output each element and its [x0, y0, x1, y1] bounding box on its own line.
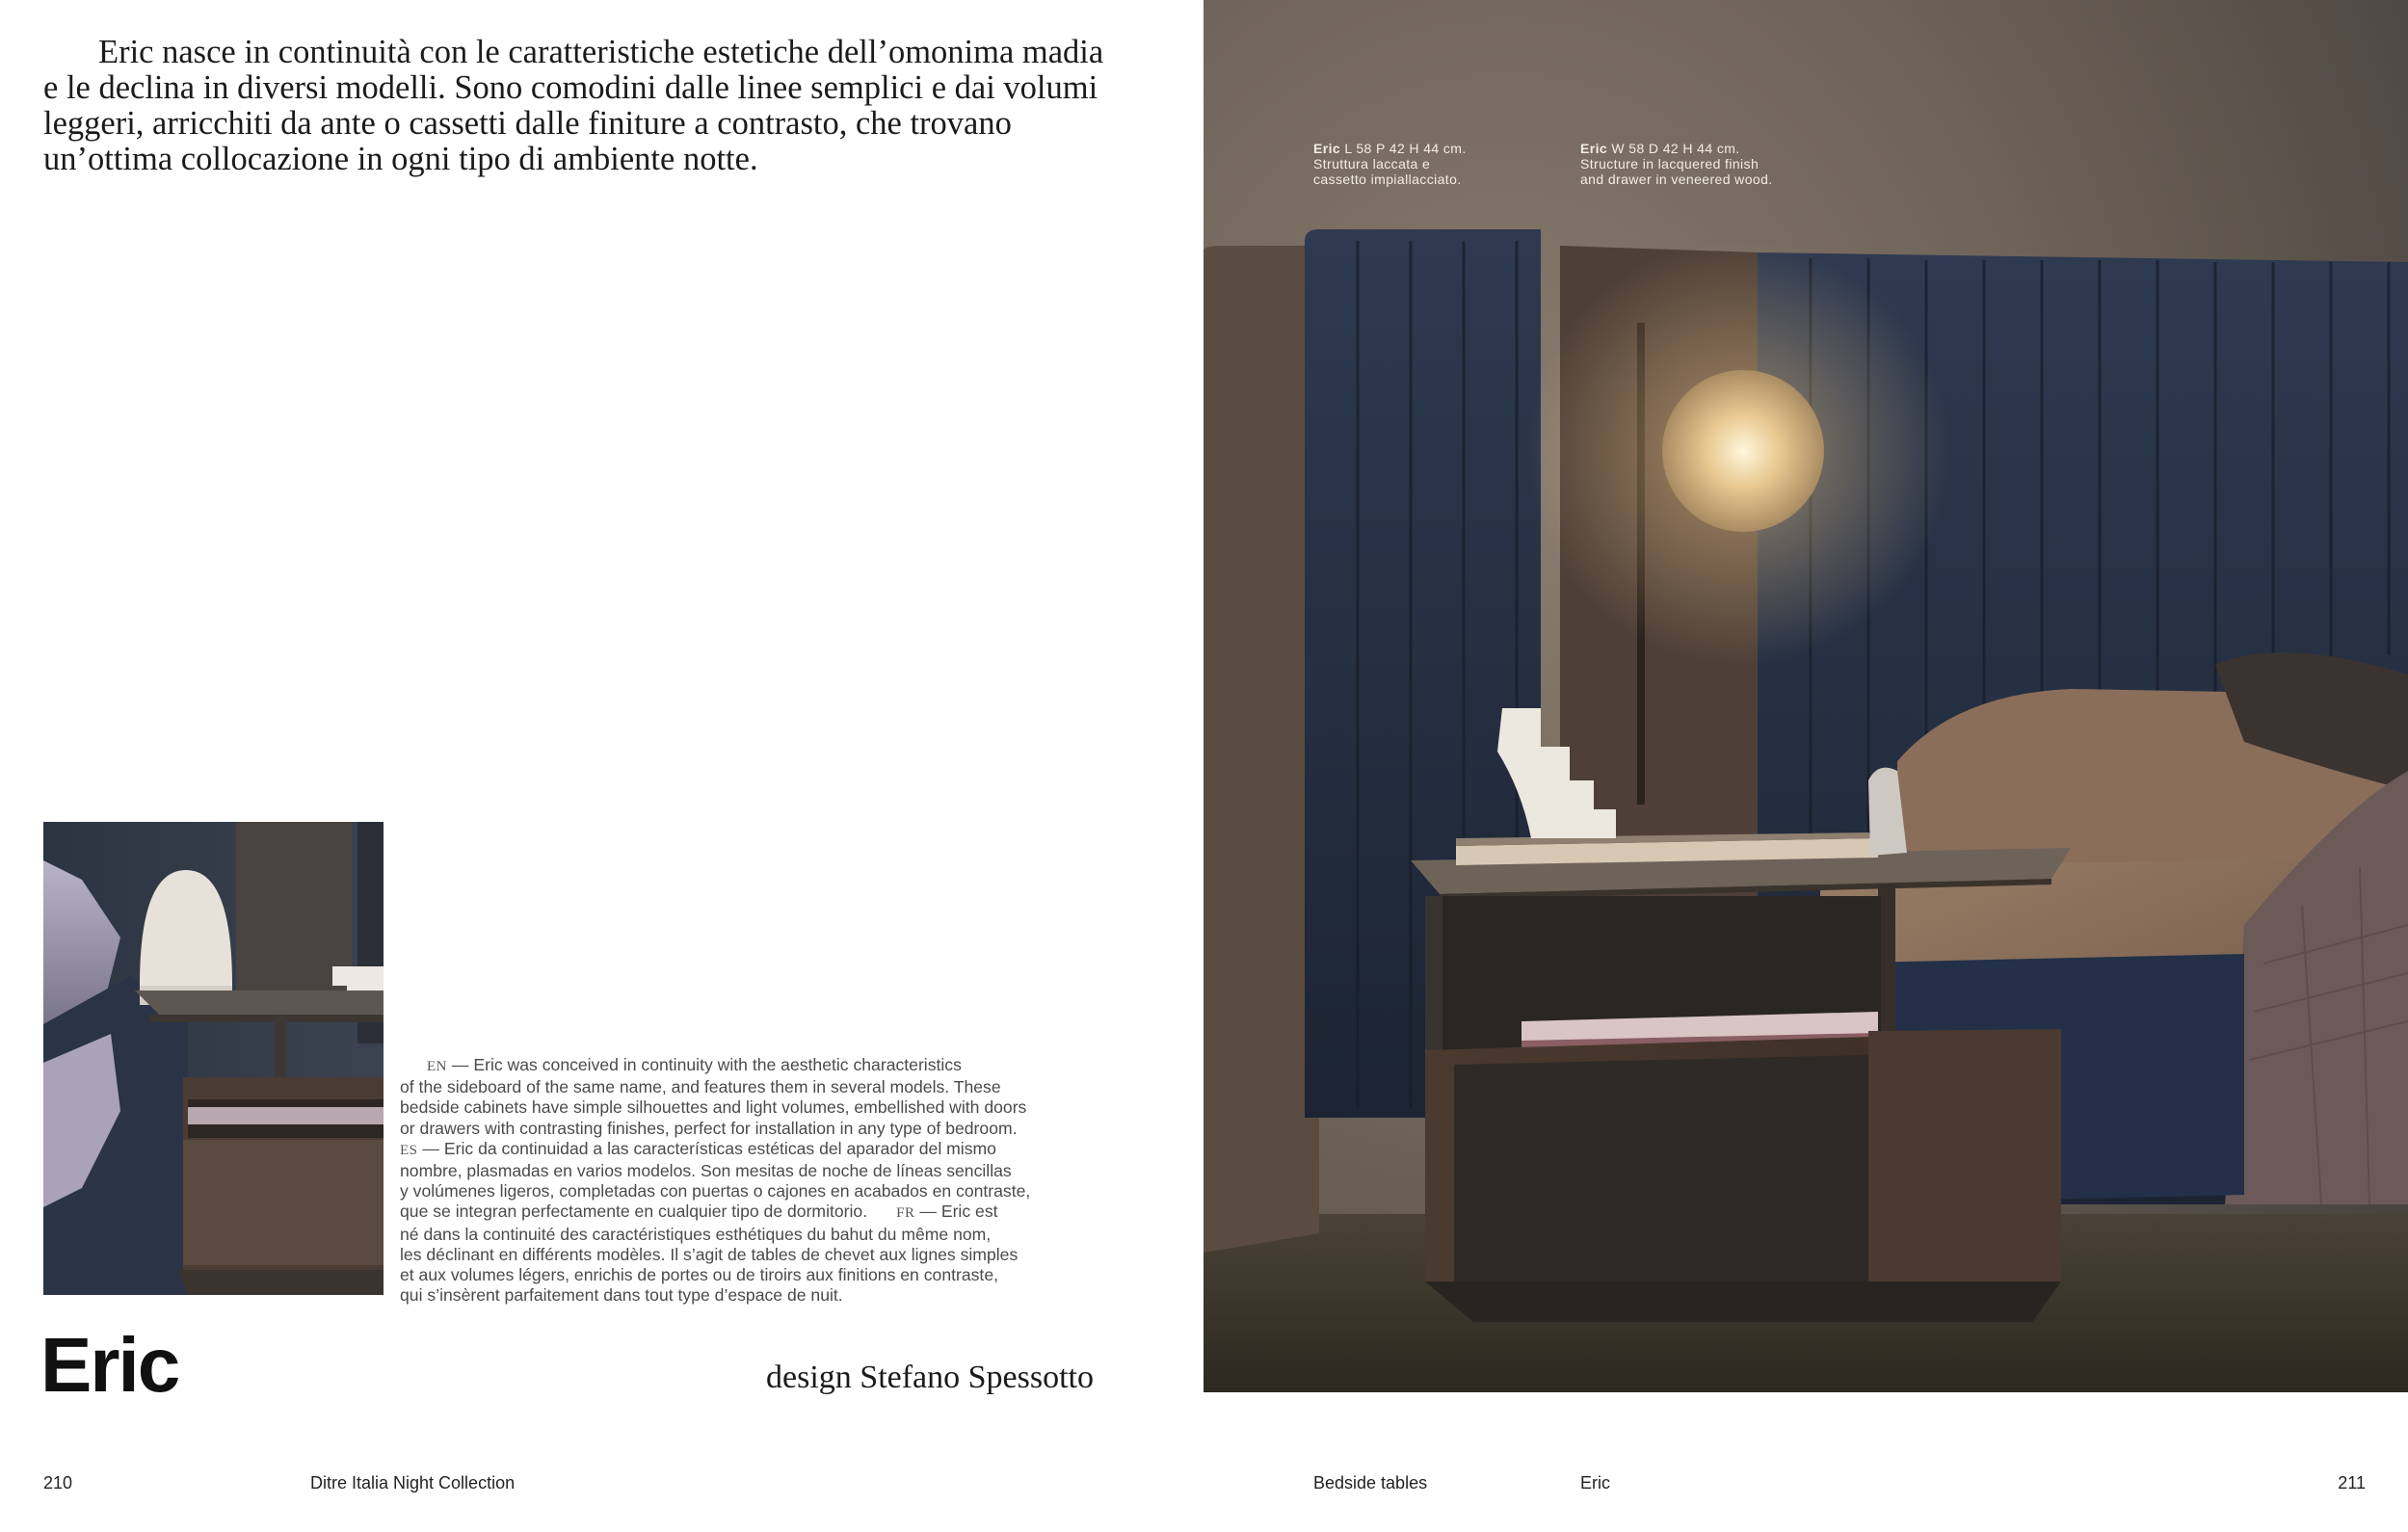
caption-italian: Eric L 58 P 42 H 44 cm. Struttura laccata e cassetto impiallacciato.: [1313, 141, 1467, 187]
page-number-right: 211: [2338, 1473, 2366, 1492]
lang-tag-fr: FR: [896, 1205, 915, 1222]
thumbnail-illustration: [43, 822, 384, 1295]
translations-text: EN — Eric was conceived in continuity with the aesthetic characteristics of the sideboard of the same name, and features them in several models. These bedside cabinets have simple silhouettes and light volumes, embellished with doors or drawers with contrasting finishes, perfect for installation in any type of bedroom. ES — Eric da continuidad a las características estéticas del aparador del mismo nombre, plasmadas en varios modelos. Son mesitas de noche de líneas sencillas y volúmenes ligeros, completadas con puertas o cajones en acabados en contraste, que se integran perfectamente en cualquier tipo de dormitorio. FR — Eric est né dans la continuité des caractéristiques esthétiques du bahut du même nom, les déclinant en différents modèles. Il s’agit de tables de chevet aux lignes simples et aux volumes légers, enrichis de portes ou de tiroirs aux finitions en contraste, qui s’insèrent parfaitement dans tout type d’espace de nuit.: [400, 1055, 1031, 1306]
footer-category: Bedside tables: [1313, 1473, 1428, 1492]
caption-english: Eric W 58 D 42 H 44 cm. Structure in lacquered finish and drawer in veneered wood.: [1580, 141, 1773, 187]
page-number-left: 210: [43, 1473, 73, 1492]
thumbnail-photo: [43, 822, 384, 1295]
designer-credit: design Stefano Spessotto: [766, 1360, 1094, 1395]
intro-paragraph: Eric nasce in continuità con le caratteristiche estetiche dell’omonima madia e le declina in diversi modelli. Sono comodini dalle linee semplici e dai volumi leggeri, arricchiti da ante o cassetti dalle finiture a contrasto, che trovano un’ottima collocazione in ogni tipo di ambiente notte.: [43, 34, 1104, 177]
bedroom-scene-illustration: [1204, 0, 2408, 1392]
lang-tag-es: ES: [400, 1142, 418, 1158]
footer-collection: Ditre Italia Night Collection: [310, 1473, 516, 1492]
lang-tag-en: EN: [427, 1059, 447, 1074]
main-photo: [1204, 0, 2408, 1392]
product-title: Eric: [40, 1322, 179, 1408]
footer-product: Eric: [1580, 1473, 1610, 1492]
